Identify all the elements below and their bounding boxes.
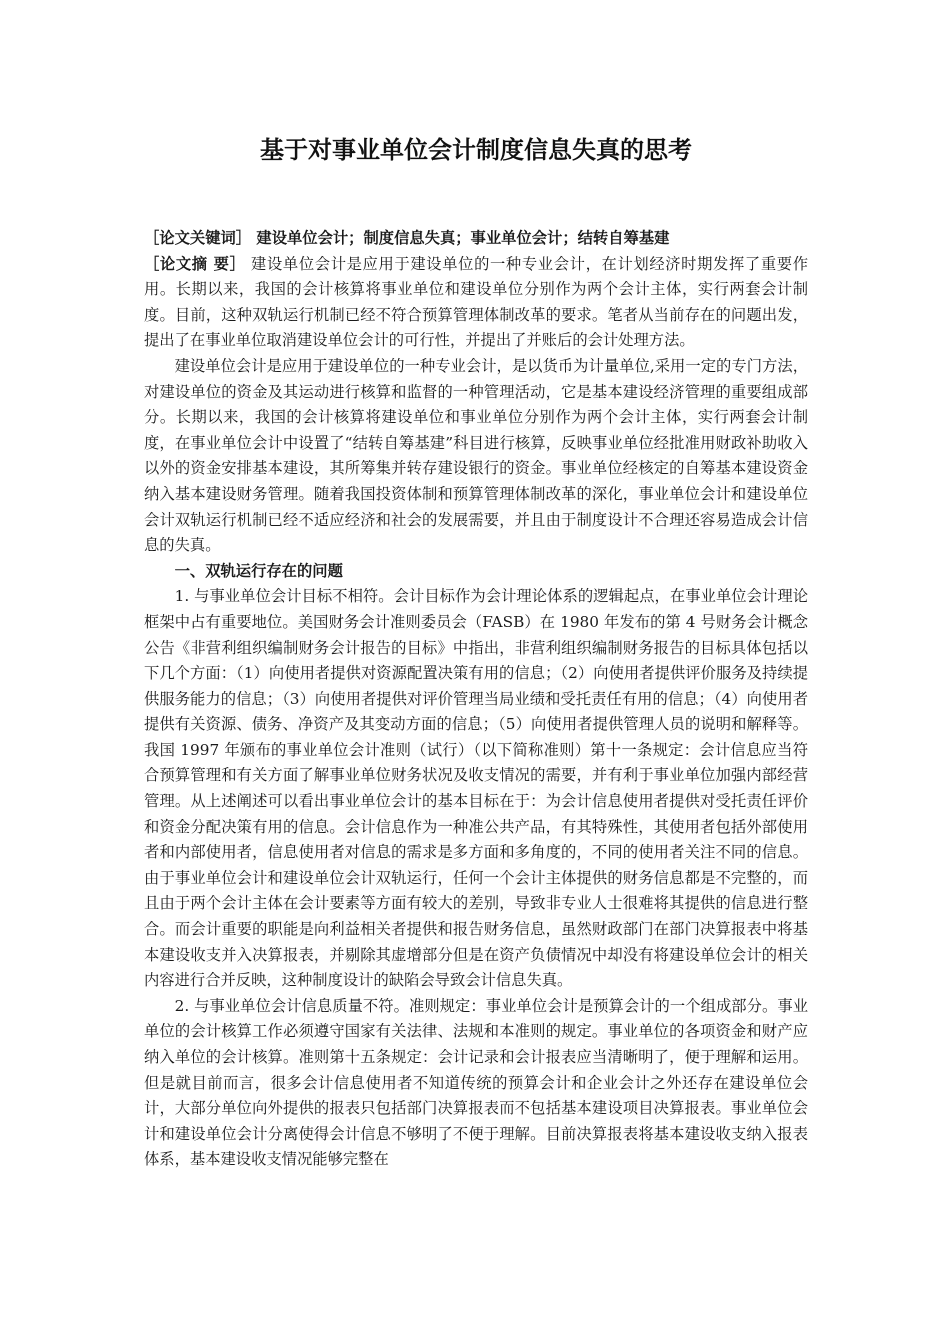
keywords-line: ［论文关键词］ 建设单位会计；制度信息失真；事业单位会计；结转自筹基建 [144,229,670,247]
abstract-text: 建设单位会计是应用于建设单位的一种专业会计，在计划经济时期发挥了重要作用。长期以来，我国的会计核算将事业单位和建设单位分别作为两个会计主体，实行两套会计制度。目前，这种双轨运行机制已经不符合预算管理体制改革的要求。笔者从当前存在的问题出发，提出了在事业单位取消建设单位会计的可行性，并提出了并账后的会计处理方法。 [144,254,808,350]
section-heading-1: 一、双轨运行存在的问题 [174,561,343,580]
body-paragraph-3: 2. 与事业单位会计信息质量不符。准则规定：事业单位会计是预算会计的一个组成部分。事业单位的会计核算工作必须遵守国家有关法律、法规和本准则的规定。事业单位的各项资金和财产应纳入单位的会计核算。准则第十五条规定：会计记录和会计报表应当清晰明了，便于理解和运用。但是就目前而言，很多会计信息使用者不知道传统的预算会计和企业会计之外还存在建设单位会计，大部分单位向外提供的报表只包括部门决算报表而不包括基本建设项目决算报表。事业单位会计和建设单位会计分离使得会计信息不够明了不便于理解。目前决算报表将基本建设收支纳入报表体系，基本建设收支情况能够完整在 [144,996,808,1169]
document-title: 基于对事业单位会计制度信息失真的思考 [260,136,692,164]
body-paragraph-1: 建设单位会计是应用于建设单位的一种专业会计，是以货币为计量单位,采用一定的专门方法，对建设单位的资金及其运动进行核算和监督的一种管理活动，它是基本建设经济管理的重要组成部分。长期以来，我国的会计核算将建设单位和事业单位分别作为两个会计主体，实行两套会计制度，在事业单位会计中设置了“结转自筹基建”科目进行核算，反映事业单位经批准用财政补助收入以外的资金安排基本建设，其所筹集并转存建设银行的资金。事业单位经核定的自筹基本建设资金纳入基本建设财务管理。随着我国投资体制和预算管理体制改革的深化，事业单位会计和建设单位会计双轨运行机制已经不适应经济和社会的发展需要，并且由于制度设计不合理还容易造成会计信息的失真。 [144,356,808,555]
document-body [144,226,808,1173]
abstract-paragraph [144,252,808,354]
abstract-label: ［论文摘 要］ [144,254,246,273]
body-paragraph-2: 1. 与事业单位会计目标不相符。会计目标作为会计理论体系的逻辑起点，在事业单位会计理论框架中占有重要地位。美国财务会计准则委员会（FASB）在 1980 年发布的第 4 号财务会计概念公告《非营利组织编制财务会计报告的目标》中指出，非营利组织编制财务报告的目标具体包括以下几个方面：（1）向使用者提供对资源配置决策有用的信息；（2）向使用者提供评价服务及持续提供服务能力的信息；（3）向使用者提供对评价管理当局业绩和受托责任有用的信息；（4）向使用者提供有关资源、债务、净资产及其变动方面的信息；（5）向使用者提供管理人员的说明和解释等。我国 1997 年颁布的事业单位会计准则（试行）（以下简称准则）第十一条规定：会计信息应当符合预算管理和有关方面了解事业单位财务状况及收支情况的需要，并有利于事业单位加强内部经营管理。从上述阐述可以看出事业单位会计的基本目标在于：为会计信息使用者提供对受托责任评价和资金分配决策有用的信息。会计信息作为一种准公共产品，有其特殊性，其使用者包括外部使用者和内部使用者，信息使用者对信息的需求是多方面和多角度的，不同的使用者关注不同的信息。由于事业单位会计和建设单位会计双轨运行，任何一个会计主体提供的财务信息都是不完整的，而且由于两个会计主体在会计要素等方面有较大的差别，导致非专业人士很难将其提供的信息进行整合。而会计重要的职能是向利益相关者提供和报告财务信息，虽然财政部门在部门决算报表中将基本建设收支并入决算报表，并剔除其虚增部分但是在资产负债情况中却没有将建设单位会计的相关内容进行合并反映，这种制度设计的缺陷会导致会计信息失真。 [144,587,808,990]
